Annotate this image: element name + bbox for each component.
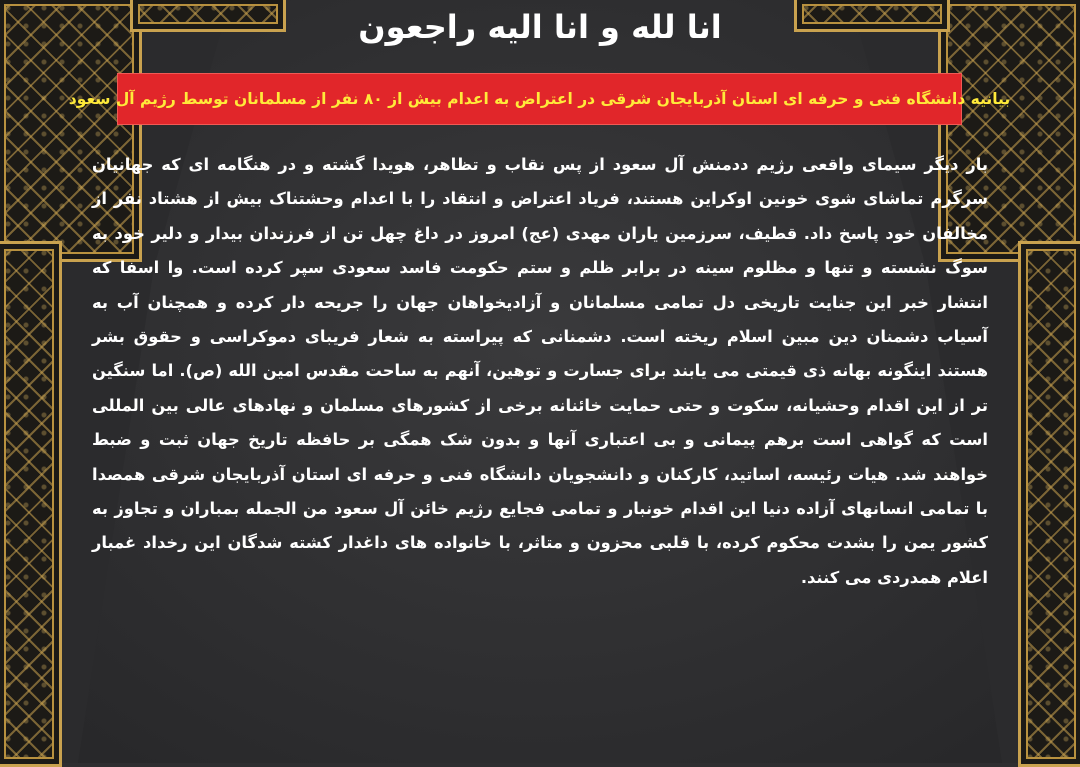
page-title: انا لله و انا الیه راجعون bbox=[358, 8, 722, 46]
ornament-left-border bbox=[0, 241, 62, 767]
headline-banner bbox=[68, 73, 1011, 125]
ornament-right-border bbox=[1018, 241, 1080, 767]
statement-paragraph: بار دیگر سیمای واقعی رژیم ددمنش آل سعود از پس نقاب و تظاهر، هویدا گشته و در هنگامه ای که جهانیان سرگرم تماشای شوی خونین اوکراین هستند، فریاد اعتراض و انتقاد را با اعدام وحشتناک بیش از هشتاد نفر از مخالفان خود پاسخ داد. قطیف، سرزمین یاران مهدی (عج) امروز در داغ چهل تن از فرزندان بیدار و دلیر خود به سوگ نشسته و تنها و مظلوم سینه در برابر ظلم و ستم حکومت فاسد سعودی سپر کرده است. وا اسفا که انتشار خبر این جنایت تاریخی دل تمامی مسلمانان و آزادیخواهان جهان را جریحه دار کرده و همچنان آب به آسیاب دشمنان دین مبین اسلام ریخته است. دشمنانی که پیراسته به شعار فریبای دموکراسی و حقوق بشر هستند اینگونه بهانه ذی قیمتی می یابند برای جسارت و توهین، آنهم به ساحت مقدس امین الله (ص). اما سنگین تر از این اقدام وحشیانه، سکوت و حتی حمایت خائنانه برخی از کشورهای مسلمان و نهادهای عالی بین المللی است که گواهی است برهم پیمانی و بی اعتباری آنها و بدون شک همگی بر حافظه تاریخ جهان ثبت و ضبط خواهند شد. هیات رئیسه، اساتید، کارکنان و دانشجویان دانشگاه فنی و حرفه ای استان آذربایجان شرقی همصدا با تمامی انسانهای آزاده دنیا این اقدام خونبار و تمامی فجایع رژیم خائن آل سعود من الجمله بمباران و تجاوز به کشور یمن را بشدت محکوم کرده، با قلبی محزون و متاثر، با خانواده های داغدار کشته شدگان این رخداد غمبار اعلام همدردی می کنند. bbox=[92, 155, 988, 587]
banner-text: بیانیه دانشگاه فنی و حرفه ای استان آذربایجان شرقی در اعتراض به اعدام بیش از ۸۰ نفر از مسلمانان توسط رژیم آل سعود bbox=[68, 90, 1011, 108]
